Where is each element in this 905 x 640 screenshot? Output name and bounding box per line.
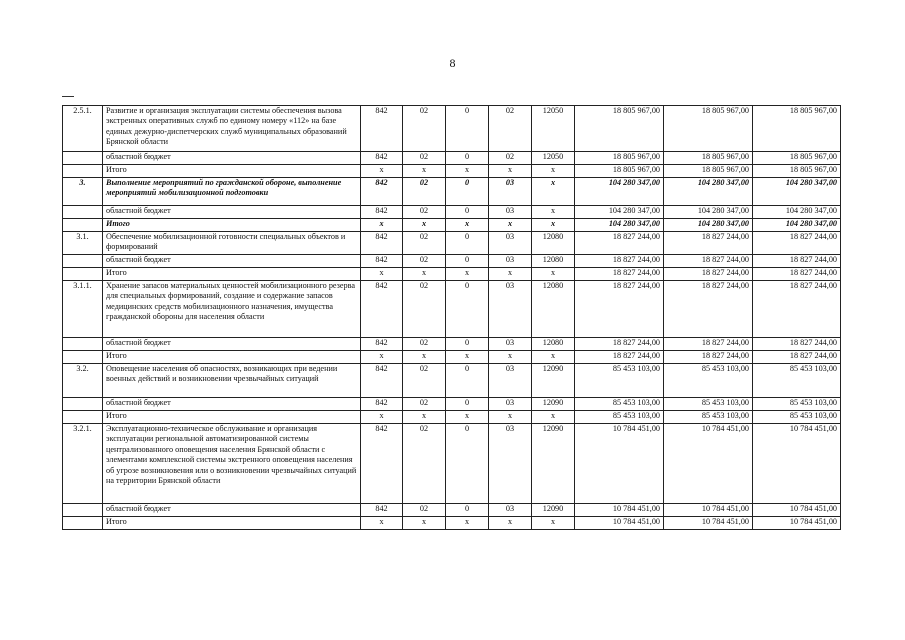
row-name: Итого [103, 517, 361, 530]
row-number [63, 411, 103, 424]
code-ministry: 842 [361, 106, 403, 152]
code-section: х [403, 411, 446, 424]
code-section: 02 [403, 255, 446, 268]
row-name: Развитие и организация эксплуатации системы обеспечения вызова экстренных оперативных служб по единому номеру «112» на базе единых дежурно-диспетчерских служб муниципальных образований Брянской области [103, 106, 361, 152]
row-name: областной бюджет [103, 504, 361, 517]
budget-table [62, 105, 841, 530]
code-direction: 12090 [532, 398, 575, 411]
code-program: 0 [446, 364, 489, 398]
table-body [63, 106, 841, 530]
amount-year-3: 104 280 347,00 [753, 206, 841, 219]
code-program: 0 [446, 338, 489, 351]
code-program: х [446, 165, 489, 178]
row-number: 3. [63, 178, 103, 206]
amount-year-3: 18 827 244,00 [753, 268, 841, 281]
header-rule [62, 96, 74, 97]
amount-year-2: 18 827 244,00 [664, 232, 753, 255]
table-row [63, 281, 841, 338]
code-subprogram: 03 [489, 206, 532, 219]
row-name: Итого [103, 219, 361, 232]
code-program: х [446, 268, 489, 281]
amount-year-3: 104 280 347,00 [753, 178, 841, 206]
amount-year-2: 18 805 967,00 [664, 152, 753, 165]
amount-year-3: 10 784 451,00 [753, 424, 841, 504]
code-section: х [403, 517, 446, 530]
row-number [63, 219, 103, 232]
amount-year-2: 104 280 347,00 [664, 219, 753, 232]
code-program: 0 [446, 281, 489, 338]
code-program: 0 [446, 424, 489, 504]
amount-year-1: 104 280 347,00 [575, 178, 664, 206]
row-number: 3.1.1. [63, 281, 103, 338]
code-section: 02 [403, 152, 446, 165]
code-direction: х [532, 219, 575, 232]
amount-year-3: 18 827 244,00 [753, 255, 841, 268]
row-name: Итого [103, 268, 361, 281]
code-direction: х [532, 165, 575, 178]
code-direction: 12080 [532, 338, 575, 351]
code-section: 02 [403, 281, 446, 338]
row-name: областной бюджет [103, 206, 361, 219]
code-program: 0 [446, 255, 489, 268]
code-section: 02 [403, 178, 446, 206]
code-direction: 12050 [532, 152, 575, 165]
row-number [63, 206, 103, 219]
amount-year-2: 104 280 347,00 [664, 206, 753, 219]
amount-year-1: 18 827 244,00 [575, 281, 664, 338]
page-number: 8 [449, 56, 456, 70]
code-ministry: 842 [361, 281, 403, 338]
code-ministry: 842 [361, 424, 403, 504]
row-number: 3.2.1. [63, 424, 103, 504]
code-program: 0 [446, 232, 489, 255]
code-section: 02 [403, 338, 446, 351]
code-subprogram: 02 [489, 106, 532, 152]
code-section: 02 [403, 504, 446, 517]
code-program: х [446, 219, 489, 232]
amount-year-3: 18 805 967,00 [753, 165, 841, 178]
row-number [63, 165, 103, 178]
code-ministry: х [361, 268, 403, 281]
code-section: 02 [403, 106, 446, 152]
code-subprogram: 03 [489, 398, 532, 411]
table-row [63, 206, 841, 219]
amount-year-2: 10 784 451,00 [664, 504, 753, 517]
code-ministry: х [361, 517, 403, 530]
table-row [63, 268, 841, 281]
row-number [63, 504, 103, 517]
code-ministry: х [361, 165, 403, 178]
row-name: Оповещение населения об опасностях, возникающих при ведении военных действий и возникновении чрезвычайных ситуаций [103, 364, 361, 398]
code-program: 0 [446, 206, 489, 219]
code-ministry: х [361, 411, 403, 424]
amount-year-3: 18 827 244,00 [753, 351, 841, 364]
row-name: областной бюджет [103, 338, 361, 351]
row-name: Итого [103, 165, 361, 178]
amount-year-1: 18 827 244,00 [575, 255, 664, 268]
table-row [63, 219, 841, 232]
code-direction: х [532, 517, 575, 530]
code-section: х [403, 351, 446, 364]
code-section: 02 [403, 398, 446, 411]
amount-year-2: 18 827 244,00 [664, 255, 753, 268]
table-row [63, 165, 841, 178]
table-row [63, 517, 841, 530]
code-direction: 12090 [532, 364, 575, 398]
code-subprogram: 03 [489, 504, 532, 517]
amount-year-1: 18 805 967,00 [575, 152, 664, 165]
code-ministry: 842 [361, 338, 403, 351]
row-name: Выполнение мероприятий по гражданской обороне, выполнение мероприятий мобилизационной подготовки [103, 178, 361, 206]
amount-year-1: 104 280 347,00 [575, 206, 664, 219]
row-name: областной бюджет [103, 398, 361, 411]
amount-year-3: 18 805 967,00 [753, 106, 841, 152]
row-name: Эксплуатационно-техническое обслуживание и организация эксплуатации региональной автоматизированной системы централизованного оповещения населения Брянской области с элементами комплексной системы экстренного оповещения населения об угрозе возникновения или о возникновении чрезвычайных ситуаций на территории Брянской области [103, 424, 361, 504]
amount-year-2: 18 827 244,00 [664, 281, 753, 338]
code-direction: х [532, 268, 575, 281]
code-direction: 12080 [532, 232, 575, 255]
code-ministry: х [361, 219, 403, 232]
code-direction: х [532, 178, 575, 206]
table-row [63, 364, 841, 398]
code-program: 0 [446, 152, 489, 165]
table-row [63, 424, 841, 504]
amount-year-3: 104 280 347,00 [753, 219, 841, 232]
row-number [63, 268, 103, 281]
row-number [63, 351, 103, 364]
table-row [63, 351, 841, 364]
code-program: х [446, 411, 489, 424]
amount-year-1: 104 280 347,00 [575, 219, 664, 232]
row-number [63, 398, 103, 411]
code-subprogram: 03 [489, 232, 532, 255]
code-ministry: 842 [361, 232, 403, 255]
amount-year-1: 18 827 244,00 [575, 268, 664, 281]
amount-year-3: 18 827 244,00 [753, 232, 841, 255]
code-subprogram: х [489, 219, 532, 232]
amount-year-2: 10 784 451,00 [664, 517, 753, 530]
code-program: 0 [446, 398, 489, 411]
code-subprogram: 03 [489, 281, 532, 338]
amount-year-1: 85 453 103,00 [575, 364, 664, 398]
code-ministry: 842 [361, 504, 403, 517]
row-name: областной бюджет [103, 152, 361, 165]
code-section: х [403, 165, 446, 178]
amount-year-1: 18 805 967,00 [575, 106, 664, 152]
code-ministry: 842 [361, 206, 403, 219]
row-name: областной бюджет [103, 255, 361, 268]
amount-year-1: 85 453 103,00 [575, 398, 664, 411]
amount-year-2: 85 453 103,00 [664, 411, 753, 424]
amount-year-1: 10 784 451,00 [575, 517, 664, 530]
amount-year-1: 18 827 244,00 [575, 338, 664, 351]
table-row [63, 106, 841, 152]
row-number [63, 338, 103, 351]
code-subprogram: 03 [489, 364, 532, 398]
amount-year-2: 18 805 967,00 [664, 106, 753, 152]
amount-year-1: 10 784 451,00 [575, 504, 664, 517]
code-section: 02 [403, 232, 446, 255]
table-row [63, 338, 841, 351]
amount-year-3: 85 453 103,00 [753, 411, 841, 424]
code-section: х [403, 219, 446, 232]
code-subprogram: 03 [489, 424, 532, 504]
table-row [63, 232, 841, 255]
code-subprogram: 02 [489, 152, 532, 165]
code-program: 0 [446, 106, 489, 152]
table-row [63, 255, 841, 268]
code-ministry: 842 [361, 255, 403, 268]
code-section: 02 [403, 424, 446, 504]
code-direction: х [532, 411, 575, 424]
amount-year-2: 85 453 103,00 [664, 398, 753, 411]
table-row [63, 411, 841, 424]
amount-year-2: 18 827 244,00 [664, 338, 753, 351]
amount-year-2: 104 280 347,00 [664, 178, 753, 206]
code-direction: 12090 [532, 504, 575, 517]
amount-year-3: 85 453 103,00 [753, 364, 841, 398]
code-subprogram: 03 [489, 178, 532, 206]
amount-year-1: 18 827 244,00 [575, 232, 664, 255]
row-name: Итого [103, 351, 361, 364]
code-subprogram: х [489, 517, 532, 530]
amount-year-3: 18 827 244,00 [753, 338, 841, 351]
amount-year-2: 18 827 244,00 [664, 268, 753, 281]
code-direction: 12050 [532, 106, 575, 152]
code-section: х [403, 268, 446, 281]
row-number [63, 152, 103, 165]
code-direction: х [532, 206, 575, 219]
code-ministry: 842 [361, 152, 403, 165]
code-program: х [446, 517, 489, 530]
row-number: 2.5.1. [63, 106, 103, 152]
code-subprogram: х [489, 351, 532, 364]
amount-year-2: 10 784 451,00 [664, 424, 753, 504]
code-section: 02 [403, 206, 446, 219]
amount-year-2: 18 827 244,00 [664, 351, 753, 364]
amount-year-3: 10 784 451,00 [753, 517, 841, 530]
amount-year-1: 10 784 451,00 [575, 424, 664, 504]
code-program: 0 [446, 178, 489, 206]
code-subprogram: х [489, 411, 532, 424]
code-ministry: 842 [361, 364, 403, 398]
code-subprogram: 03 [489, 255, 532, 268]
row-name: Итого [103, 411, 361, 424]
amount-year-1: 18 805 967,00 [575, 165, 664, 178]
row-number [63, 255, 103, 268]
code-direction: х [532, 351, 575, 364]
code-direction: 12080 [532, 281, 575, 338]
code-ministry: 842 [361, 178, 403, 206]
amount-year-2: 85 453 103,00 [664, 364, 753, 398]
amount-year-1: 85 453 103,00 [575, 411, 664, 424]
amount-year-3: 85 453 103,00 [753, 398, 841, 411]
row-number: 3.1. [63, 232, 103, 255]
table-row [63, 152, 841, 165]
table-row [63, 398, 841, 411]
table-row [63, 504, 841, 517]
table-row [63, 178, 841, 206]
code-subprogram: х [489, 268, 532, 281]
row-number [63, 517, 103, 530]
row-name: Обеспечение мобилизационной готовности специальных объектов и формирований [103, 232, 361, 255]
amount-year-1: 18 827 244,00 [575, 351, 664, 364]
code-subprogram: х [489, 165, 532, 178]
code-direction: 12090 [532, 424, 575, 504]
amount-year-3: 10 784 451,00 [753, 504, 841, 517]
amount-year-3: 18 805 967,00 [753, 152, 841, 165]
row-number: 3.2. [63, 364, 103, 398]
amount-year-2: 18 805 967,00 [664, 165, 753, 178]
code-section: 02 [403, 364, 446, 398]
code-subprogram: 03 [489, 338, 532, 351]
code-program: х [446, 351, 489, 364]
amount-year-3: 18 827 244,00 [753, 281, 841, 338]
row-name: Хранение запасов материальных ценностей мобилизационного резерва для специальных формирований, создание и содержание запасов медицинских средств мобилизационного назначения, имущества гражданской обороны для населения области [103, 281, 361, 338]
code-program: 0 [446, 504, 489, 517]
code-direction: 12080 [532, 255, 575, 268]
code-ministry: 842 [361, 398, 403, 411]
code-ministry: х [361, 351, 403, 364]
